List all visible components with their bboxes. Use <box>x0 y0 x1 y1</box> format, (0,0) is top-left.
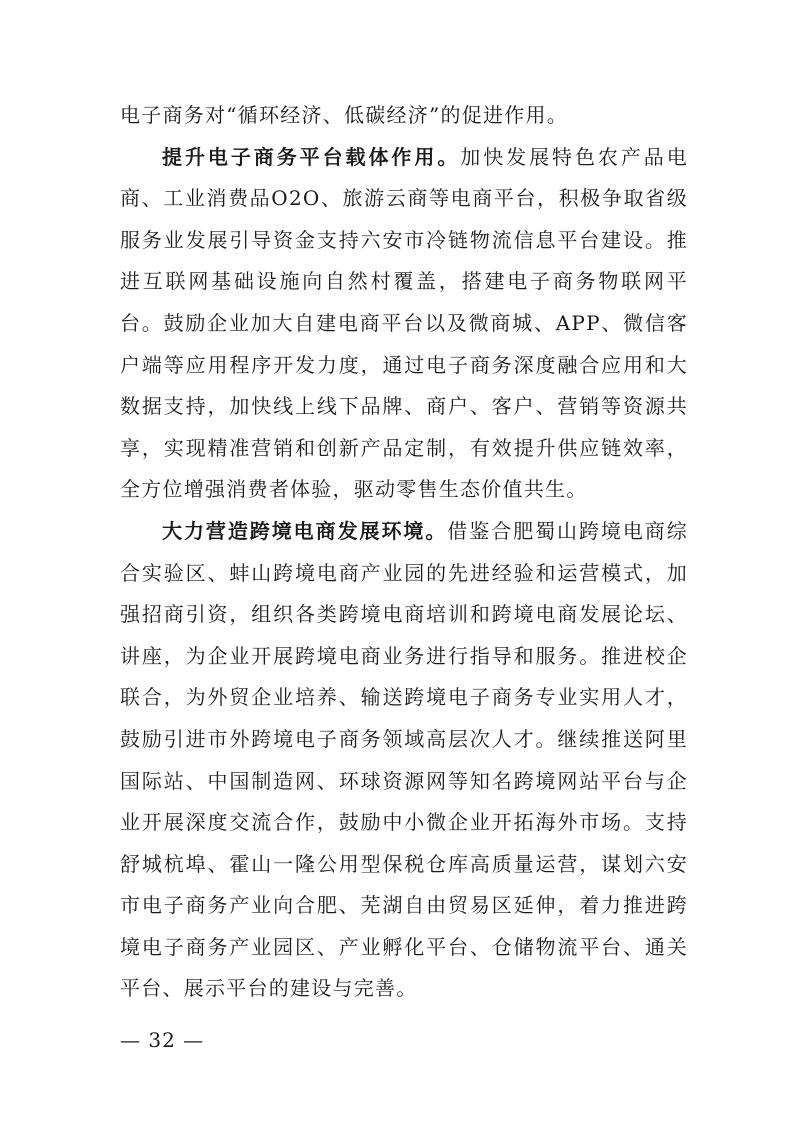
paragraph-heading: 提升电子商务平台载体作用。 <box>162 144 461 169</box>
page-number: — 32 — <box>120 1028 205 1052</box>
document-body <box>120 95 688 1010</box>
paragraph-text: 借鉴合肥蜀山跨境电商综合实验区、蚌山跨境电商产业园的先进经验和运营模式，加强招商引资，组织各类跨境电商培训和跨境电商发展论坛、讲座，为企业开展跨境电商业务进行指导和服务。推进校企联合，为外贸企业培养、输送跨境电子商务专业实用人才，鼓励引进市外跨境电子商务领域高层次人才。继续推送阿里国际站、中国制造网、环球资源网等知名跨境网站平台与企业开展深度交流合作，鼓励中小微企业开拓海外市场。支持舒城杭埠、霍山一隆公用型保税仓库高质量运营，谋划六安市电子商务产业向合肥、芜湖自由贸易区延伸，着力推进跨境电子商务产业园区、产业孵化平台、仓储物流平台、通关平台、展示平台的建设与完善。 <box>120 518 689 1001</box>
paragraph-text: 电子商务对“循环经济、低碳经济”的促进作用。 <box>120 103 568 127</box>
paragraph-heading: 大力营造跨境电商发展环境。 <box>162 518 448 543</box>
paragraph-ecommerce-platform <box>120 137 688 511</box>
paragraph-cross-border-ecommerce <box>120 511 688 1010</box>
paragraph-text: 加快发展特色农产品电商、工业消费品O2O、旅游云商等电商平台，积极争取省级服务业发展引导资金支持六安市冷链物流信息平台建设。推进互联网基础设施向自然村覆盖，搭建电子商务物联网平台。鼓励企业加大自建电商平台以及微商城、APP、微信客户端等应用程序开发力度，通过电子商务深度融合应用和大数据支持，加快线上线下品牌、商户、客户、营销等资源共享，实现精准营销和创新产品定制，有效提升供应链效率，全方位增强消费者体验，驱动零售生态价值共生。 <box>120 144 689 502</box>
paragraph-continuation <box>120 95 688 137</box>
